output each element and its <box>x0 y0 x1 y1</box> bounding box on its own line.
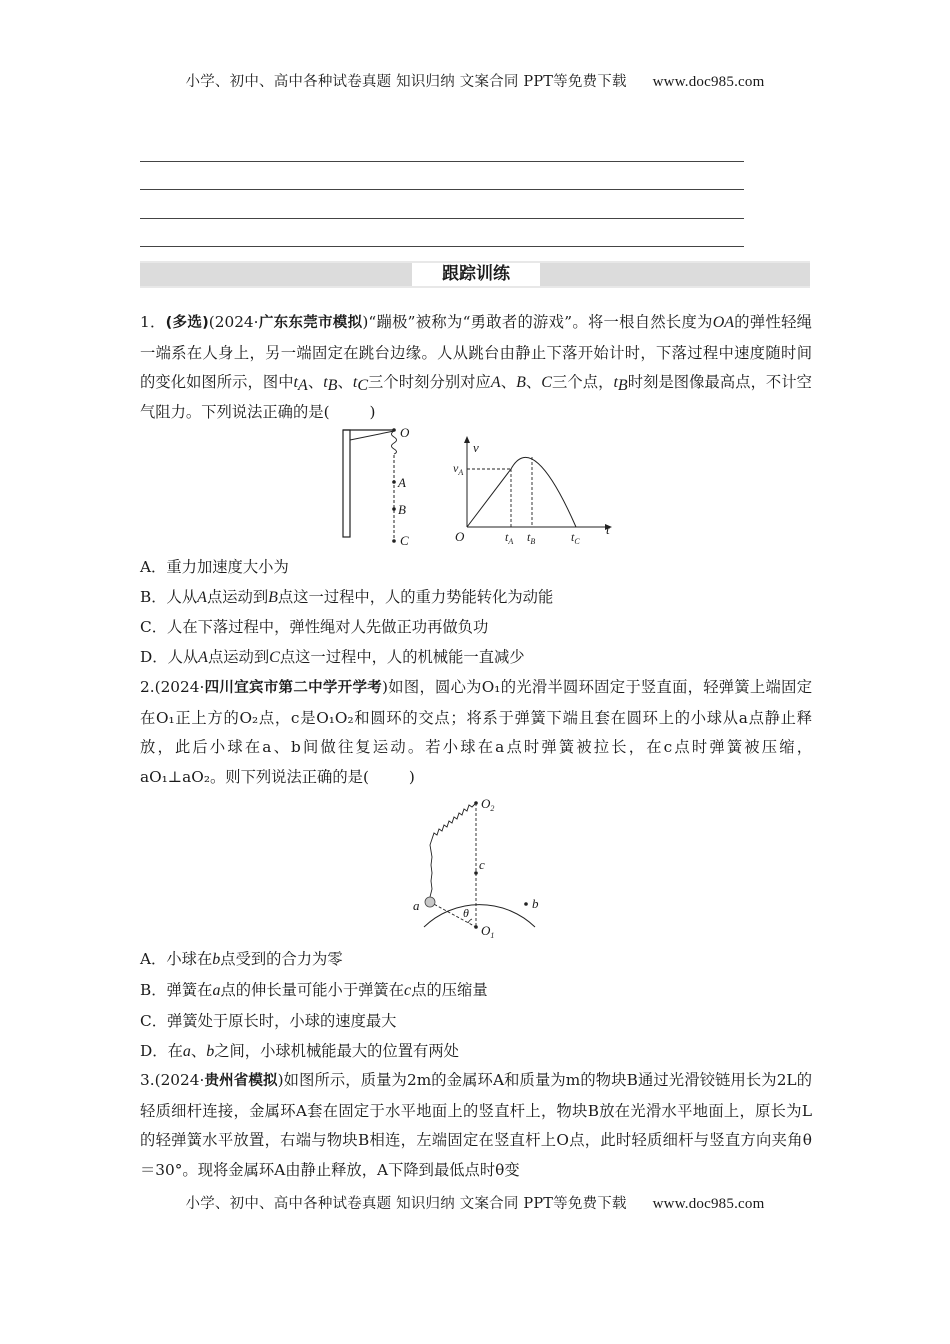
option-text: 弹簧在 <box>166 981 213 999</box>
option-text: 点运动到 <box>206 588 269 606</box>
question-text: 此时轻质细杆与竖直方向夹角θ＝30°。现将金属环A由静止释放，A下降到最低点时θ变 <box>140 1131 812 1179</box>
question-text: 长为2L的轻质细杆连接，金属环A套在固定于水平地面上的竖直杆上，物块B放在光滑水 <box>140 1071 813 1120</box>
option-text: 、 <box>190 1042 207 1060</box>
var: t <box>293 374 298 391</box>
option-text: 点受到的合力为零 <box>220 950 343 968</box>
option-text: 点这一过程中，人的重力势能转化为动能 <box>277 588 554 606</box>
question-number: 2. <box>140 678 155 696</box>
option-text: 弹簧处于原长时，小球的速度最大 <box>167 1012 397 1030</box>
question-source: 四川宜宾市第二中学开学考 <box>204 680 383 696</box>
var-sub: C <box>357 377 368 394</box>
header-url[interactable]: www.doc985.com <box>652 74 765 90</box>
axis-label-t: t <box>606 522 610 537</box>
var-sub: A <box>298 377 308 394</box>
var: C <box>269 649 280 666</box>
label-b: b <box>532 896 539 911</box>
footer-text: 小学、初中、高中各种试卷真题 知识归纳 文案合同 PPT等免费下载 <box>185 1196 627 1212</box>
var: A <box>490 374 501 391</box>
axis-label-v: v <box>473 440 479 455</box>
label-A: A <box>398 475 406 490</box>
question-text: 如图所示，质量为2m的金属环A和质量为m的物块B通过光滑铰链用 <box>283 1071 746 1089</box>
option-label: A． <box>140 950 167 968</box>
var: a <box>212 982 221 999</box>
footer-url[interactable]: www.doc985.com <box>652 1196 765 1212</box>
var: C <box>541 374 552 391</box>
option-label: B． <box>140 588 167 606</box>
q2-option-c[interactable] <box>140 1011 396 1031</box>
label-O2: $O_2$ <box>481 796 495 813</box>
option-text: 在 <box>167 1042 183 1060</box>
option-text: 小球在 <box>166 950 213 968</box>
tick-tA: $t_A$ <box>505 530 514 546</box>
question-1 <box>140 308 812 427</box>
sep: 、 <box>307 373 324 391</box>
option-text: 重力加速度大小为 <box>166 558 289 576</box>
answer-line <box>140 246 744 247</box>
option-label: D． <box>140 1042 168 1060</box>
page-header <box>0 70 950 91</box>
option-text: 之间，小球机械能最大的位置有两处 <box>214 1042 459 1060</box>
var: B <box>516 374 526 391</box>
q2-option-b[interactable] <box>140 980 488 1001</box>
option-label: C． <box>140 618 168 636</box>
section-title: 跟踪训练 <box>412 263 540 286</box>
semicircle-spring-diagram <box>390 795 560 945</box>
answer-line <box>140 218 744 219</box>
label-a: a <box>413 898 420 913</box>
origin-label: O <box>455 529 465 544</box>
q2-option-a[interactable] <box>140 949 343 970</box>
option-label: C． <box>140 1012 168 1030</box>
var: b <box>212 951 221 968</box>
question-number: 3. <box>140 1071 155 1089</box>
var: b <box>206 1043 215 1060</box>
question-3 <box>140 1066 812 1185</box>
option-text: 人从 <box>167 648 199 666</box>
label-theta: θ <box>463 906 469 920</box>
bungee-diagram <box>330 425 430 550</box>
label-B: B <box>398 502 406 517</box>
question-text: 如图，圆心为O₁的光滑半圆环固定于竖直面，轻弹簧上端固定在O₁正上方的O₂点，c是O₁O₂和圆环的交点；将系于弹簧下端且套在圆环上的小球从a点静止释放，此后小球在a、b间做往复运动。若小球在a点时弹簧被拉长，在c点时弹簧被压缩，aO₁⊥aO₂。则下列说法正确的是( <box>140 678 812 786</box>
var: c <box>404 982 412 999</box>
q1-option-b[interactable] <box>140 587 553 608</box>
question-text: 平地面上，原长为L的轻弹簧水平放置，右端与物块B相连，左端固定在竖直杆上O点， <box>140 1101 812 1149</box>
tick-tC: $t_C$ <box>571 530 580 546</box>
label-O1: $O_1$ <box>481 923 495 940</box>
source-suffix: ) <box>277 1071 284 1089</box>
question-text: ) <box>408 767 415 786</box>
question-tag: (多选) <box>165 315 209 331</box>
source-prefix: (2024· <box>154 1071 205 1089</box>
q1-option-c[interactable] <box>140 617 488 637</box>
sep: 、 <box>500 373 517 391</box>
question-text: 三个点， <box>551 373 614 391</box>
answer-line <box>140 189 744 190</box>
option-label: B． <box>140 981 167 999</box>
option-label: D． <box>140 648 168 666</box>
var: A <box>197 589 207 606</box>
q2-option-d[interactable] <box>140 1041 459 1062</box>
var: OA <box>712 314 735 331</box>
var: t <box>352 374 358 391</box>
option-text: 人从 <box>166 588 198 606</box>
question-text: 的弹性轻绳一端系在人身上，另一端固定在跳台边缘。人从跳台由静止下落开始计时，下落过程中速度随时间的变化如图所示，图中 <box>140 313 812 391</box>
option-text: 点这一过程中，人的机械能一直减少 <box>279 648 525 666</box>
q1-option-d[interactable] <box>140 647 525 668</box>
option-text: 点的伸长量可能小于弹簧在 <box>220 981 405 999</box>
option-text: 人在下落过程中，弹性绳对人先做正功再做负功 <box>167 618 489 636</box>
source-suffix: ) <box>382 678 388 696</box>
source-prefix: (2024· <box>208 313 259 331</box>
question-source: 广东东莞市模拟 <box>258 315 363 331</box>
option-text: 点运动到 <box>207 648 270 666</box>
sep: 、 <box>337 373 353 391</box>
source-prefix: (2024· <box>154 678 205 696</box>
question-source: 贵州省模拟 <box>204 1073 278 1089</box>
page-footer <box>0 1192 950 1213</box>
tick-tB: $t_B$ <box>527 530 536 546</box>
var-sub: B <box>327 377 338 394</box>
label-C: C <box>400 533 409 548</box>
velocity-time-graph <box>455 437 620 547</box>
var-sub: B <box>617 377 628 394</box>
label-O: O <box>400 425 410 440</box>
answer-line <box>140 161 744 162</box>
source-suffix: ) <box>362 313 369 331</box>
var: t <box>613 374 618 391</box>
label-vA: $v_A$ <box>453 461 464 477</box>
question-text: ) <box>369 402 376 421</box>
var: A <box>198 649 208 666</box>
header-text: 小学、初中、高中各种试卷真题 知识归纳 文案合同 PPT等免费下载 <box>185 74 627 90</box>
sep: 、 <box>525 373 542 391</box>
question-number: 1． <box>140 313 166 331</box>
question-text: 时刻是图像最高点，不计空气阻力。下列说法正确的是( <box>140 373 812 421</box>
var: a <box>182 1043 191 1060</box>
question-text: 三个时刻分别对应 <box>367 373 491 391</box>
label-c: c <box>479 857 485 872</box>
q1-option-a[interactable] <box>140 557 289 577</box>
question-2 <box>140 673 812 792</box>
option-text: 点的压缩量 <box>411 981 488 999</box>
var: t <box>323 374 328 391</box>
option-label: A． <box>140 558 167 576</box>
question-text: “蹦极”被称为“勇敢者的游戏”。将一根自然长度为 <box>368 313 713 331</box>
var: B <box>268 589 278 606</box>
